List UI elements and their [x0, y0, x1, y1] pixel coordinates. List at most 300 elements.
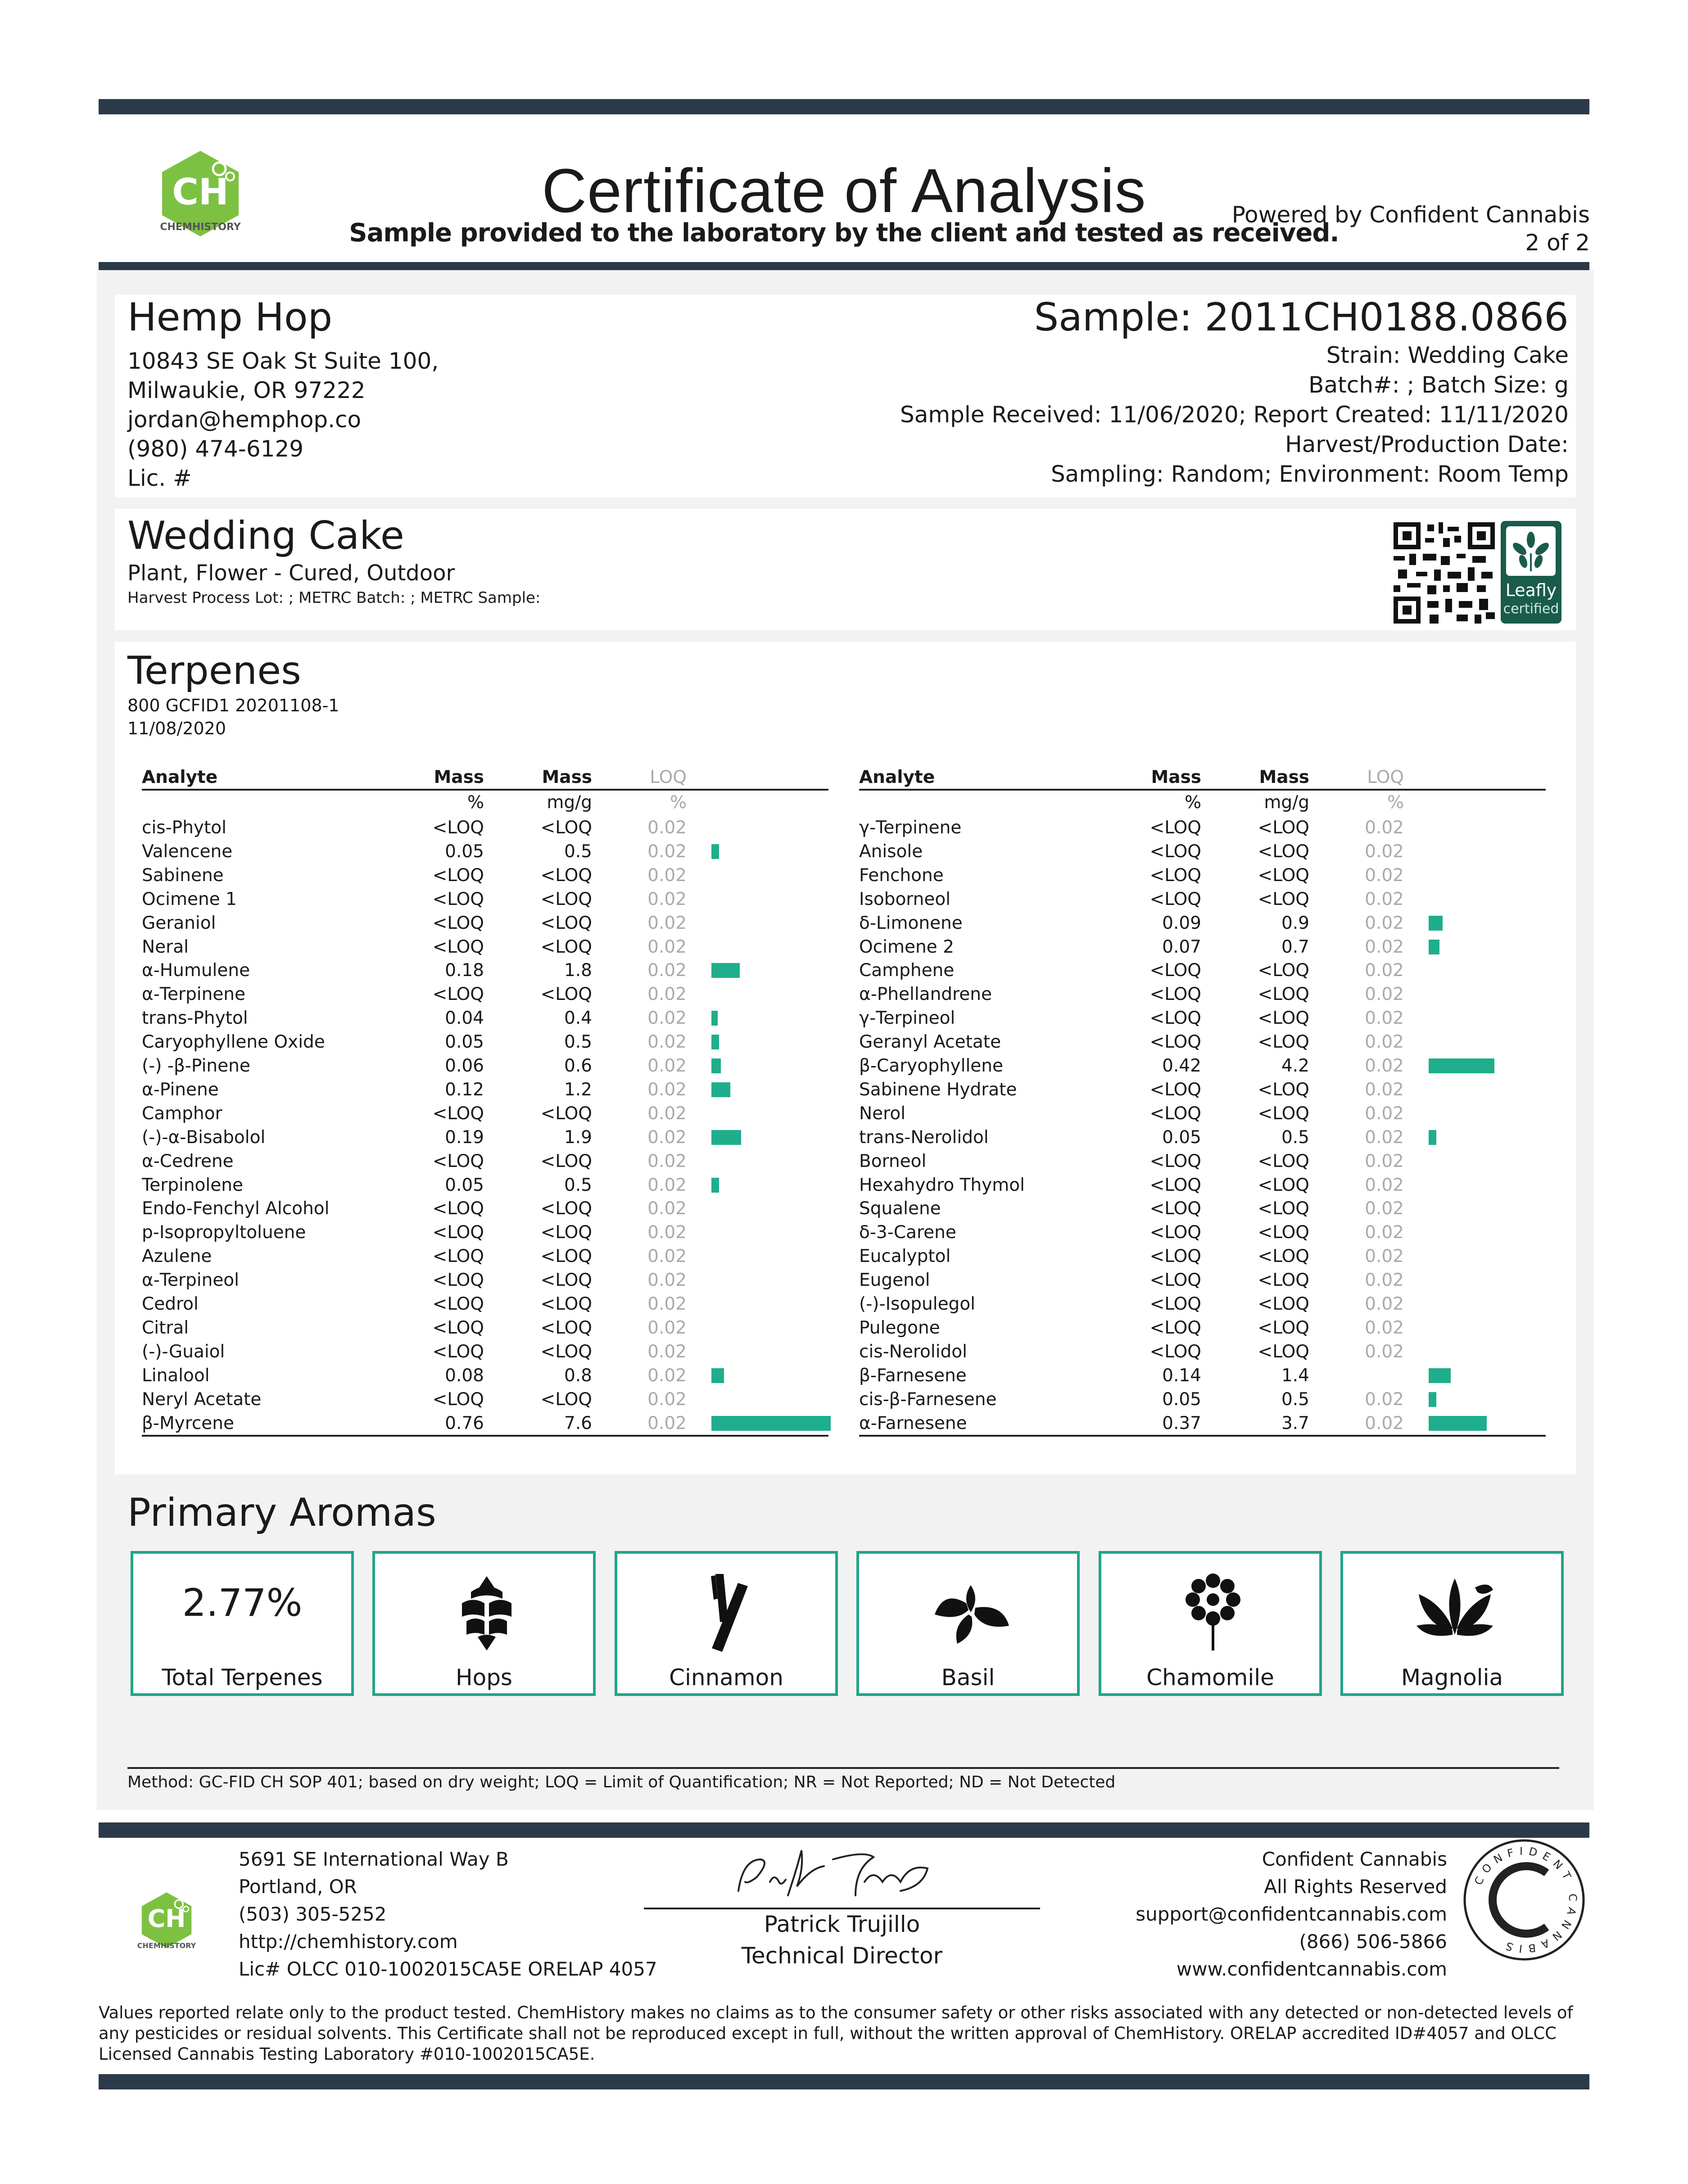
- loq-cell: 0.02: [1365, 1056, 1404, 1076]
- unit-loq: %: [1387, 792, 1404, 813]
- table-row: [859, 1268, 1546, 1292]
- mass-pct-cell: <LOQ: [432, 1222, 484, 1243]
- sample-dates: Sample Received: 11/06/2020; Report Created: 11/11/2020: [900, 402, 1569, 428]
- signer-title: Technical Director: [741, 1943, 943, 1969]
- mass-pct-cell: <LOQ: [1149, 865, 1201, 886]
- loq-cell: 0.02: [1365, 1389, 1404, 1410]
- magnolia-icon: [1410, 1572, 1500, 1653]
- mass-mg-cell: 0.7: [1281, 936, 1309, 957]
- mass-mg-cell: 0.4: [564, 1008, 592, 1029]
- analyte-cell: Squalene: [859, 1198, 941, 1219]
- mass-pct-cell: 0.05: [445, 1032, 484, 1053]
- mass-pct-cell: <LOQ: [1149, 984, 1201, 1005]
- header-loq: LOQ: [1367, 767, 1404, 787]
- terpene-bar: [1429, 916, 1443, 931]
- table-row: [859, 1030, 1546, 1054]
- aroma-total-terpenes: [131, 1551, 354, 1696]
- loq-cell: 0.02: [1365, 889, 1404, 909]
- mass-pct-cell: <LOQ: [1149, 818, 1201, 838]
- table-row: [142, 935, 828, 959]
- loq-cell: 0.02: [647, 1175, 687, 1195]
- lab-url[interactable]: http://chemhistory.com: [239, 1931, 458, 1953]
- qr-code[interactable]: [1394, 522, 1495, 624]
- lab-license: Lic# OLCC 010-1002015CA5E ORELAP 4057: [239, 1958, 657, 1980]
- terpene-bar: [711, 1011, 718, 1026]
- mass-mg-cell: 0.5: [1281, 1127, 1309, 1148]
- basil-icon: [926, 1572, 1016, 1653]
- loq-cell: 0.02: [647, 1079, 687, 1100]
- mass-pct-cell: <LOQ: [432, 1103, 484, 1124]
- terpene-bar: [711, 1130, 741, 1145]
- table-row: [142, 1126, 828, 1149]
- mass-mg-cell: 0.5: [564, 1175, 592, 1195]
- table-row: [859, 1054, 1546, 1078]
- table-row: [142, 982, 828, 1006]
- loq-cell: 0.02: [647, 1389, 687, 1410]
- aromas-title: Primary Aromas: [127, 1490, 436, 1535]
- analyte-cell: (-)-Guaiol: [142, 1341, 225, 1362]
- aroma-label-cinnamon: Cinnamon: [669, 1664, 783, 1691]
- cc-rights: All Rights Reserved: [1264, 1876, 1447, 1898]
- footer-rule: [859, 1435, 1546, 1437]
- analyte-cell: δ-Limonene: [859, 913, 963, 933]
- terpene-bar: [711, 1082, 730, 1097]
- terpene-table-left: [142, 765, 828, 1436]
- mass-mg-cell: 0.9: [1281, 913, 1309, 933]
- table-row: [859, 1340, 1546, 1364]
- terpenes-date: 11/08/2020: [127, 719, 226, 738]
- client-address1: 10843 SE Oak St Suite 100,: [127, 348, 439, 374]
- loq-cell: 0.02: [647, 841, 687, 862]
- table-row: [859, 1244, 1546, 1268]
- table-row: [859, 1149, 1546, 1173]
- mass-mg-cell: <LOQ: [1258, 1103, 1309, 1124]
- mass-mg-cell: 0.8: [564, 1365, 592, 1386]
- loq-cell: 0.02: [647, 1365, 687, 1386]
- analyte-cell: Camphene: [859, 960, 955, 981]
- aroma-hops: [372, 1551, 596, 1696]
- analyte-cell: Sabinene Hydrate: [859, 1079, 1017, 1100]
- client-name: Hemp Hop: [127, 295, 333, 340]
- table-row: [142, 1197, 828, 1221]
- mass-pct-cell: 0.05: [1162, 1127, 1201, 1148]
- mass-pct-cell: 0.05: [445, 1175, 484, 1195]
- table-row: [859, 864, 1546, 887]
- chemhistory-footer-logo: [137, 1891, 196, 1949]
- mass-pct-cell: <LOQ: [432, 1317, 484, 1338]
- loq-cell: 0.02: [647, 1198, 687, 1219]
- mass-mg-cell: <LOQ: [1258, 1317, 1309, 1338]
- loq-cell: 0.02: [1365, 1079, 1404, 1100]
- mass-pct-cell: <LOQ: [432, 1389, 484, 1410]
- mass-mg-cell: 3.7: [1281, 1413, 1309, 1433]
- loq-cell: 0.02: [647, 1103, 687, 1124]
- loq-cell: 0.02: [647, 1270, 687, 1291]
- terpene-bar: [1429, 1392, 1436, 1407]
- analyte-cell: β-Farnesene: [859, 1365, 967, 1386]
- analyte-cell: α-Farnesene: [859, 1413, 967, 1433]
- loq-cell: 0.02: [1365, 913, 1404, 933]
- mass-pct-cell: <LOQ: [1149, 1270, 1201, 1291]
- cc-url[interactable]: www.confidentcannabis.com: [1176, 1958, 1447, 1980]
- loq-cell: 0.02: [647, 1341, 687, 1362]
- analyte-cell: Geraniol: [142, 913, 216, 933]
- loq-cell: 0.02: [647, 818, 687, 838]
- header-mass-mg: Mass: [542, 767, 592, 787]
- table-row: [142, 1102, 828, 1126]
- analyte-cell: β-Caryophyllene: [859, 1056, 1003, 1076]
- table-units: [142, 791, 828, 814]
- mass-pct-cell: <LOQ: [432, 1246, 484, 1267]
- table-row: [142, 1316, 828, 1340]
- table-row: [142, 1030, 828, 1054]
- table-row: [142, 911, 828, 935]
- table-row: [859, 840, 1546, 864]
- mass-mg-cell: <LOQ: [1258, 1294, 1309, 1314]
- table-row: [142, 1268, 828, 1292]
- powered-by: Powered by Confident Cannabis: [1231, 202, 1590, 228]
- table-header: [142, 765, 828, 789]
- loq-cell: 0.02: [647, 1246, 687, 1267]
- analyte-cell: Citral: [142, 1317, 189, 1338]
- mass-pct-cell: <LOQ: [1149, 960, 1201, 981]
- page-title: Certificate of Analysis: [542, 156, 1146, 226]
- mass-pct-cell: <LOQ: [1149, 841, 1201, 862]
- mass-pct-cell: <LOQ: [432, 865, 484, 886]
- loq-cell: 0.02: [647, 1151, 687, 1171]
- hops-icon: [442, 1572, 532, 1653]
- mass-mg-cell: <LOQ: [540, 984, 592, 1005]
- header-mass-mg: Mass: [1259, 767, 1309, 787]
- table-row: [142, 1292, 828, 1316]
- aroma-label-basil: Basil: [941, 1664, 995, 1691]
- loq-cell: 0.02: [1365, 1270, 1404, 1291]
- mass-pct-cell: <LOQ: [1149, 1317, 1201, 1338]
- mass-mg-cell: <LOQ: [540, 913, 592, 933]
- loq-cell: 0.02: [1365, 1294, 1404, 1314]
- loq-cell: 0.02: [1365, 1222, 1404, 1243]
- mass-pct-cell: 0.05: [445, 841, 484, 862]
- loq-cell: 0.02: [1365, 984, 1404, 1005]
- mass-pct-cell: 0.76: [445, 1413, 484, 1433]
- cinnamon-icon: [684, 1572, 774, 1653]
- mass-pct-cell: 0.05: [1162, 1389, 1201, 1410]
- terpene-bar: [711, 844, 719, 859]
- mass-mg-cell: <LOQ: [1258, 1246, 1309, 1267]
- footer-logo-mark: CH: [147, 1904, 186, 1933]
- aroma-label-magnolia: Magnolia: [1401, 1664, 1503, 1691]
- terpene-bar: [1429, 1416, 1487, 1431]
- mass-mg-cell: <LOQ: [1258, 960, 1309, 981]
- table-row: [859, 935, 1546, 959]
- mass-mg-cell: 1.2: [564, 1079, 592, 1100]
- lab-phone: (503) 305-5252: [239, 1903, 387, 1925]
- logo-mark: CH: [172, 171, 229, 213]
- mass-pct-cell: 0.09: [1162, 913, 1201, 933]
- aroma-label-chamomile: Chamomile: [1146, 1664, 1274, 1691]
- mass-pct-cell: <LOQ: [1149, 1151, 1201, 1171]
- mass-mg-cell: <LOQ: [540, 1389, 592, 1410]
- mass-mg-cell: <LOQ: [1258, 889, 1309, 909]
- mass-pct-cell: 0.37: [1162, 1413, 1201, 1433]
- client-email: jordan@hemphop.co: [127, 407, 362, 433]
- table-row: [142, 1221, 828, 1244]
- cc-email[interactable]: support@confidentcannabis.com: [1136, 1903, 1447, 1925]
- leafly-badge: [1501, 521, 1561, 624]
- mass-pct-cell: <LOQ: [1149, 1103, 1201, 1124]
- mass-pct-cell: 0.04: [445, 1008, 484, 1029]
- analyte-cell: Eugenol: [859, 1270, 930, 1291]
- table-row: [859, 911, 1546, 935]
- loq-cell: 0.02: [1365, 1198, 1404, 1219]
- sample-harvest: Harvest/Production Date:: [1285, 431, 1569, 457]
- page-subtitle: Sample provided to the laboratory by the client and tested as received.: [349, 218, 1339, 248]
- table-row: [859, 1364, 1546, 1388]
- mass-pct-cell: <LOQ: [432, 818, 484, 838]
- seal-text: CONFIDENT CANNABIS: [1472, 1845, 1579, 1955]
- analyte-cell: α-Terpinene: [142, 984, 246, 1005]
- loq-cell: 0.02: [647, 960, 687, 981]
- mass-pct-cell: <LOQ: [1149, 1032, 1201, 1053]
- mass-mg-cell: <LOQ: [540, 818, 592, 838]
- terpene-bar: [711, 1368, 724, 1383]
- mass-mg-cell: <LOQ: [540, 936, 592, 957]
- analyte-cell: Camphor: [142, 1103, 222, 1124]
- loq-cell: 0.02: [1365, 841, 1404, 862]
- terpene-bar: [711, 1416, 831, 1431]
- analyte-cell: Neral: [142, 936, 189, 957]
- analyte-cell: Fenchone: [859, 865, 944, 886]
- table-row: [859, 1006, 1546, 1030]
- mass-mg-cell: <LOQ: [1258, 1008, 1309, 1029]
- table-row: [142, 1054, 828, 1078]
- loq-cell: 0.02: [647, 889, 687, 909]
- terpene-bar: [1429, 1058, 1494, 1073]
- analyte-cell: trans-Phytol: [142, 1008, 248, 1029]
- mass-mg-cell: <LOQ: [1258, 1151, 1309, 1171]
- loq-cell: 0.02: [1365, 1008, 1404, 1029]
- mass-mg-cell: 7.6: [564, 1413, 592, 1433]
- table-row: [142, 1173, 828, 1197]
- mass-mg-cell: <LOQ: [1258, 818, 1309, 838]
- analyte-cell: Azulene: [142, 1246, 212, 1267]
- mass-mg-cell: 1.8: [564, 960, 592, 981]
- table-row: [859, 816, 1546, 840]
- loq-cell: 0.02: [1365, 1413, 1404, 1433]
- loq-cell: 0.02: [647, 984, 687, 1005]
- loq-cell: 0.02: [647, 1056, 687, 1076]
- client-license: Lic. #: [127, 465, 192, 491]
- aroma-label-hops: Hops: [456, 1664, 512, 1691]
- table-row: [859, 1292, 1546, 1316]
- terpene-bar: [1429, 940, 1439, 954]
- table-row: [142, 887, 828, 911]
- analyte-cell: Valencene: [142, 841, 233, 862]
- analyte-cell: Endo-Fenchyl Alcohol: [142, 1198, 330, 1219]
- sample-strain: Strain: Wedding Cake: [1326, 342, 1569, 368]
- table-row: [142, 816, 828, 840]
- mass-pct-cell: <LOQ: [1149, 1008, 1201, 1029]
- total-terpenes-label: Total Terpenes: [162, 1664, 323, 1691]
- table-row: [142, 1244, 828, 1268]
- mass-pct-cell: <LOQ: [1149, 1198, 1201, 1219]
- mass-pct-cell: <LOQ: [1149, 1175, 1201, 1195]
- client-address2: Milwaukie, OR 97222: [127, 377, 366, 403]
- mass-mg-cell: <LOQ: [1258, 1341, 1309, 1362]
- mass-pct-cell: 0.07: [1162, 936, 1201, 957]
- analyte-cell: Anisole: [859, 841, 923, 862]
- mass-pct-cell: <LOQ: [432, 1198, 484, 1219]
- mass-mg-cell: 1.4: [1281, 1365, 1309, 1386]
- mass-pct-cell: <LOQ: [432, 1270, 484, 1291]
- table-row: [859, 1316, 1546, 1340]
- loq-cell: 0.02: [1365, 1151, 1404, 1171]
- mass-pct-cell: <LOQ: [432, 936, 484, 957]
- method-note: Method: GC-FID CH SOP 401; based on dry weight; LOQ = Limit of Quantification; NR = Not Reported; ND = Not Detected: [127, 1773, 1116, 1791]
- mass-mg-cell: 0.6: [564, 1056, 592, 1076]
- table-row: [142, 840, 828, 864]
- aroma-chamomile: [1099, 1551, 1322, 1696]
- signer-name: Patrick Trujillo: [764, 1911, 920, 1937]
- header-mass-pct: Mass: [1151, 767, 1201, 787]
- chamomile-icon: [1168, 1572, 1258, 1653]
- top-bar: [99, 99, 1589, 114]
- unit-mg: mg/g: [547, 792, 592, 813]
- terpene-bar: [711, 1178, 719, 1193]
- terpene-bar: [711, 963, 740, 978]
- mass-mg-cell: 1.9: [564, 1127, 592, 1148]
- unit-mg: mg/g: [1264, 792, 1309, 813]
- mass-mg-cell: <LOQ: [540, 1270, 592, 1291]
- analyte-cell: Linalool: [142, 1365, 210, 1386]
- mass-mg-cell: 0.5: [1281, 1389, 1309, 1410]
- loq-cell: 0.02: [647, 1317, 687, 1338]
- logo-wordmark: CHEMHISTORY: [160, 222, 241, 233]
- loq-cell: 0.02: [647, 1294, 687, 1314]
- mass-pct-cell: 0.08: [445, 1365, 484, 1386]
- loq-cell: 0.02: [647, 865, 687, 886]
- analyte-cell: α-Cedrene: [142, 1151, 234, 1171]
- analyte-cell: cis-Nerolidol: [859, 1341, 967, 1362]
- mass-pct-cell: <LOQ: [432, 1294, 484, 1314]
- mass-pct-cell: <LOQ: [1149, 889, 1201, 909]
- analyte-cell: Geranyl Acetate: [859, 1032, 1001, 1053]
- mass-pct-cell: <LOQ: [1149, 1079, 1201, 1100]
- table-row: [859, 1197, 1546, 1221]
- table-row: [142, 1006, 828, 1030]
- terpene-bar: [711, 1058, 721, 1073]
- mass-mg-cell: <LOQ: [540, 1151, 592, 1171]
- table-row: [142, 1388, 828, 1411]
- mass-mg-cell: <LOQ: [1258, 1079, 1309, 1100]
- leafly-text: Leafly: [1505, 580, 1557, 600]
- mass-mg-cell: <LOQ: [1258, 841, 1309, 862]
- loq-cell: 0.02: [1365, 1341, 1404, 1362]
- disclaimer: Values reported relate only to the product tested. ChemHistory makes no claims as to the consumer safety or other risks associated with any detected or non-detected levels of any pesticides or residual solvents. This Certificate shall not be reproduced except in full, without the written approval of ChemHistory. ORELAP accredited ID#4057 and OLCC Licensed Cannabis Testing Laboratory #010-1002015CA5E.: [99, 2003, 1573, 2064]
- analyte-cell: α-Pinene: [142, 1079, 219, 1100]
- loq-cell: 0.02: [647, 913, 687, 933]
- table-row: [142, 1078, 828, 1102]
- terpene-bar: [1429, 1130, 1436, 1145]
- signature-line: [644, 1908, 1040, 1909]
- table-row: [859, 1388, 1546, 1411]
- mass-pct-cell: <LOQ: [1149, 1222, 1201, 1243]
- mass-pct-cell: <LOQ: [432, 913, 484, 933]
- analyte-cell: (-) -β-Pinene: [142, 1056, 250, 1076]
- mass-mg-cell: <LOQ: [540, 1246, 592, 1267]
- analyte-cell: δ-3-Carene: [859, 1222, 956, 1243]
- footer-rule: [142, 1435, 828, 1437]
- mass-mg-cell: <LOQ: [540, 1317, 592, 1338]
- table-row: [142, 1364, 828, 1388]
- table-row: [142, 959, 828, 982]
- loq-cell: 0.02: [647, 1008, 687, 1029]
- lab-address2: Portland, OR: [239, 1876, 357, 1898]
- product-lots: Harvest Process Lot: ; METRC Batch: ; METRC Sample:: [127, 589, 541, 607]
- loq-cell: 0.02: [1365, 1317, 1404, 1338]
- loq-cell: 0.02: [647, 1413, 687, 1433]
- analyte-cell: Caryophyllene Oxide: [142, 1032, 325, 1053]
- loq-cell: 0.02: [1365, 865, 1404, 886]
- table-row: [859, 1126, 1546, 1149]
- sample-batch: Batch#: ; Batch Size: g: [1308, 372, 1569, 398]
- mass-mg-cell: <LOQ: [540, 1103, 592, 1124]
- loq-cell: 0.02: [1365, 818, 1404, 838]
- table-row: [142, 1149, 828, 1173]
- mass-mg-cell: <LOQ: [1258, 984, 1309, 1005]
- mass-pct-cell: 0.18: [445, 960, 484, 981]
- analyte-cell: (-)-Isopulegol: [859, 1294, 976, 1314]
- loq-cell: 0.02: [1365, 1246, 1404, 1267]
- mass-mg-cell: <LOQ: [1258, 1270, 1309, 1291]
- analyte-cell: γ-Terpinene: [859, 818, 962, 838]
- mass-mg-cell: <LOQ: [1258, 1032, 1309, 1053]
- mass-mg-cell: <LOQ: [1258, 1222, 1309, 1243]
- analyte-cell: (-)-α-Bisabolol: [142, 1127, 266, 1148]
- unit-loq: %: [670, 792, 687, 813]
- mass-pct-cell: 0.19: [445, 1127, 484, 1148]
- analyte-cell: β-Myrcene: [142, 1413, 235, 1433]
- aroma-cinnamon: [615, 1551, 838, 1696]
- terpene-bar: [1429, 1368, 1451, 1383]
- analyte-cell: Terpinolene: [142, 1175, 243, 1195]
- method-rule: [127, 1767, 1559, 1769]
- mass-mg-cell: <LOQ: [540, 889, 592, 909]
- analyte-cell: Borneol: [859, 1151, 927, 1171]
- analyte-cell: Ocimene 1: [142, 889, 237, 909]
- product-type: Plant, Flower - Cured, Outdoor: [127, 561, 455, 586]
- mass-mg-cell: <LOQ: [540, 1294, 592, 1314]
- mass-pct-cell: <LOQ: [432, 1151, 484, 1171]
- table-row: [859, 887, 1546, 911]
- mass-mg-cell: <LOQ: [1258, 1198, 1309, 1219]
- analyte-cell: Eucalyptol: [859, 1246, 951, 1267]
- unit-pct: %: [1184, 792, 1201, 813]
- analyte-cell: cis-Phytol: [142, 818, 226, 838]
- mass-mg-cell: 4.2: [1281, 1056, 1309, 1076]
- analyte-cell: Nerol: [859, 1103, 906, 1124]
- mass-mg-cell: <LOQ: [1258, 1175, 1309, 1195]
- table-row: [142, 1411, 828, 1435]
- analyte-cell: α-Humulene: [142, 960, 250, 981]
- cc-name: Confident Cannabis: [1262, 1848, 1447, 1870]
- mass-pct-cell: 0.12: [445, 1079, 484, 1100]
- aroma-magnolia: [1340, 1551, 1564, 1696]
- loq-cell: 0.02: [1365, 936, 1404, 957]
- loq-cell: 0.02: [1365, 1032, 1404, 1053]
- mass-pct-cell: 0.14: [1162, 1365, 1201, 1386]
- mass-pct-cell: <LOQ: [432, 984, 484, 1005]
